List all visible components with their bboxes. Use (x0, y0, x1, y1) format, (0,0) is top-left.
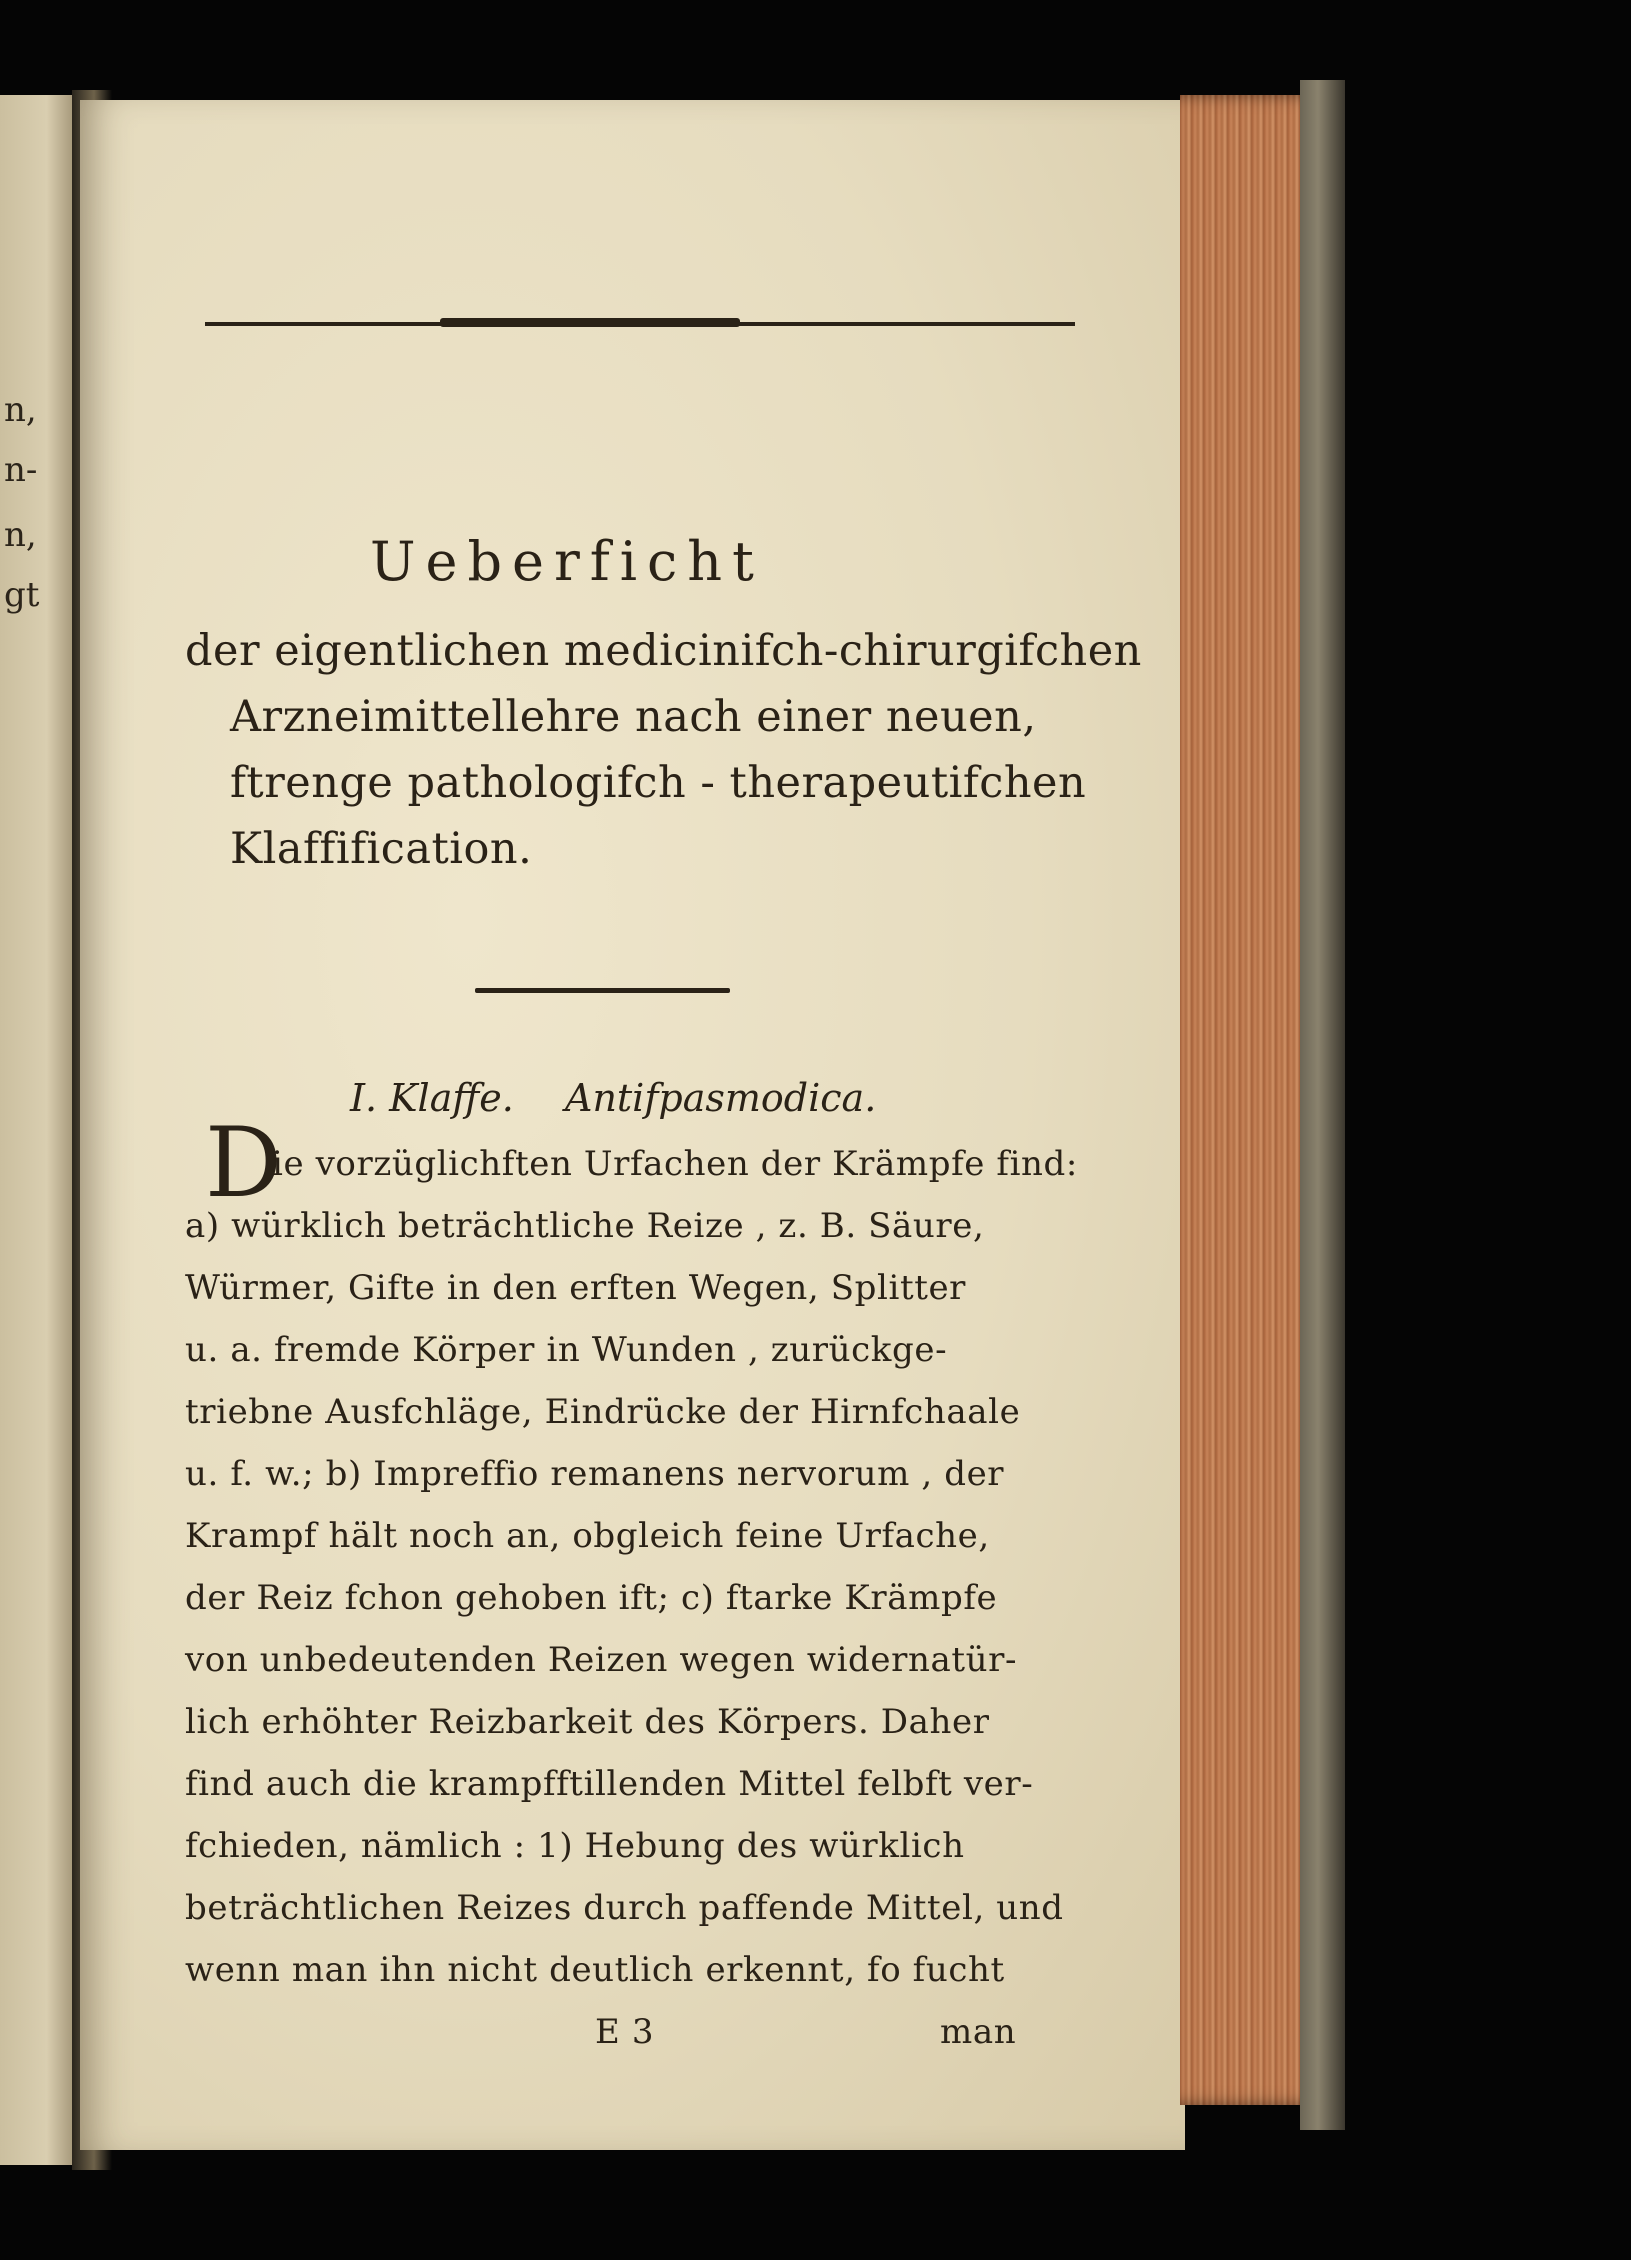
body-line: wenn man ihn nicht deutlich erkennt, fo fucht (185, 1950, 1005, 1990)
subtitle-line: der eigentlichen medicinifch-chirurgifchen (185, 626, 1142, 676)
signature-mark: E 3 (595, 2012, 655, 2052)
left-page-fragment: n- (4, 450, 38, 490)
top-rule-thick (440, 318, 740, 327)
subtitle-line: Klaffification. (230, 824, 533, 874)
catchword: man (940, 2012, 1017, 2052)
subtitle-line: ftrenge pathologifch - therapeutifchen (230, 758, 1087, 808)
body-line: triebne Ausfchläge, Eindrücke der Hirnfchaale (185, 1392, 1021, 1432)
body-line: der Reiz fchon gehoben ift; c) ftarke Krämpfe (185, 1578, 998, 1618)
body-line: u. f. w.; b) Impreffio remanens nervorum , der (185, 1454, 1005, 1494)
body-line: lich erhöhter Reizbarkeit des Körpers. Daher (185, 1702, 990, 1742)
page-heading: Ueberficht (370, 530, 764, 593)
body-line: a) würklich beträchtliche Reize , z. B. Säure, (185, 1206, 985, 1246)
body-line: beträchtlichen Reizes durch paffende Mittel, und (185, 1888, 1064, 1928)
book-page (80, 100, 1185, 2150)
body-line: von unbedeutenden Reizen wegen widernatür- (185, 1640, 1018, 1680)
body-line: ie vorzüglichften Urfachen der Krämpfe find: (272, 1144, 1078, 1184)
body-line: Krampf hält noch an, obgleich feine Urfache, (185, 1516, 990, 1556)
drop-initial: D (205, 1107, 282, 1219)
book-binding (1300, 80, 1345, 2130)
class-label: I. Klaffe. (350, 1076, 514, 1120)
class-name: Antifpasmodica. (565, 1076, 877, 1120)
subtitle-line: Arzneimittellehre nach einer neuen, (230, 692, 1037, 742)
body-line: Würmer, Gifte in den erften Wegen, Splitter (185, 1268, 967, 1308)
left-page-fragment: n, (4, 390, 37, 430)
left-page-fragment: gt (4, 575, 40, 615)
body-line: find auch die krampfftillenden Mittel felbft ver- (185, 1764, 1034, 1804)
left-facing-page (0, 95, 78, 2165)
body-line: fchieden, nämlich : 1) Hebung des würklich (185, 1826, 965, 1866)
middle-rule (475, 988, 730, 993)
body-line: u. a. fremde Körper in Wunden , zurückge- (185, 1330, 948, 1370)
left-page-fragment: n, (4, 515, 37, 555)
